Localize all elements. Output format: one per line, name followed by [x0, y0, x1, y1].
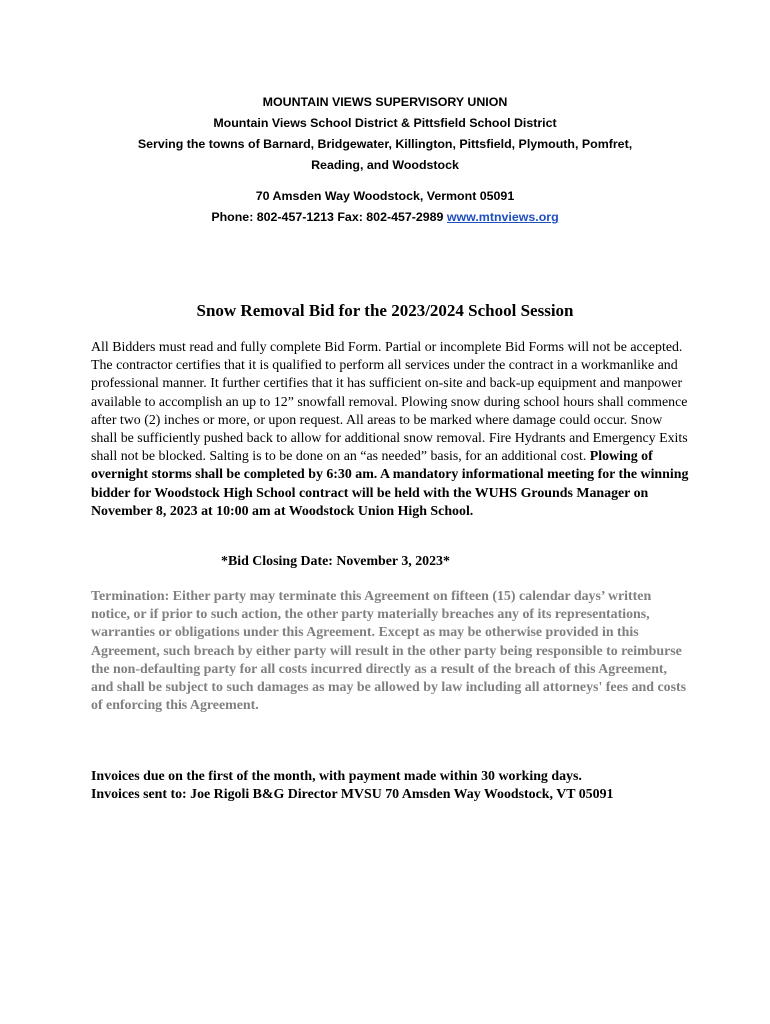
bid-closing-date: *Bid Closing Date: November 3, 2023*: [221, 554, 450, 569]
letterhead: [60, 92, 710, 228]
serving-towns-line-1: Serving the towns of Barnard, Bridgewater, Killington, Pittsfield, Plymouth, Pomfret,: [137, 137, 633, 151]
org-name: MOUNTAIN VIEWS SUPERVISORY UNION: [262, 95, 508, 109]
invoice-instructions: [91, 768, 711, 804]
serving-towns-line-2: Reading, and Woodstock: [311, 158, 459, 172]
address-line: 70 Amsden Way Woodstock, Vermont 05091: [255, 189, 515, 203]
invoice-sent-to-line: Invoices sent to: Joe Rigoli B&G Director MVSU 70 Amsden Way Woodstock, VT 05091: [91, 787, 614, 803]
contact-line: [60, 207, 710, 228]
website-link[interactable]: www.mtnviews.org: [446, 210, 559, 224]
districts-line: Mountain Views School District & Pittsfield School District: [213, 116, 557, 130]
document-title: Snow Removal Bid for the 2023/2024 School Session: [196, 301, 574, 320]
termination-clause: Termination: Either party may terminate this Agreement on fifteen (15) calendar days’ written notice, or if prior to such action, the other party materially breaches any of its representations, warranties or obligations under this Agreement. Except as may be otherwise provided in this Agreement, such breach by either party will result in the other party being responsible to reimburse the non-defaulting party for all costs incurred directly as a result of the breach of this Agreement, and shall be subject to such damages as may be allowed by law including all attorneys' fees and costs of enforcing this Agreement.: [91, 589, 687, 714]
requirements-text: All Bidders must read and fully complete Bid Form. Partial or incomplete Bid Forms will not be accepted. The contractor certifies that it is qualified to perform all services under the contract in a workmanlike and professional manner. It further certifies that it has sufficient on-site and back-up equipment and manpower available to accomplish an up to 12” snowfall removal. Plowing snow during school hours shall commence after two (2) inches or more, or upon request. All areas to be marked where damage could occur. Snow shall be sufficiently pushed back to allow for additional snow removal. Fire Hydrants and Emergency Exits shall not be blocked. Salting is to be done on an “as needed” basis, for an additional cost.: [91, 340, 688, 465]
bid-requirements-paragraph: [91, 339, 691, 521]
phone-fax: Phone: 802-457-1213 Fax: 802-457-2989: [211, 210, 444, 224]
invoice-due-line: Invoices due on the first of the month, with payment made within 30 working days.: [91, 769, 582, 784]
meeting-notice-text: Plowing of overnight storms shall be completed by 6:30 am. A mandatory informational meeting for the winning bidder for Woodstock High School contract will be held with the WUHS Grounds Manager on November 8, 2023 at 10:00 am at Woodstock Union High School.: [91, 449, 689, 519]
letterhead-spacer: [60, 176, 710, 186]
